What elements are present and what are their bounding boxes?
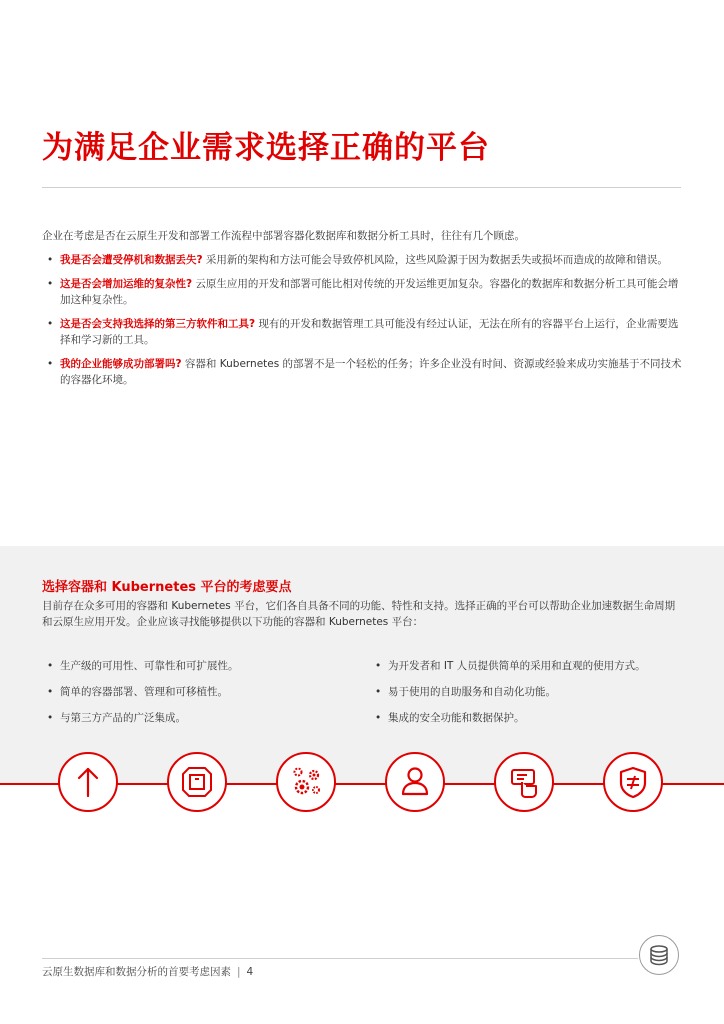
bullet-marker: •	[47, 660, 54, 672]
container-box-icon	[167, 752, 227, 812]
concern-question: 这是否会支持我选择的第三方软件和工具?	[60, 318, 256, 330]
concern-item	[42, 252, 682, 268]
feature-text: 易于使用的自助服务和自动化功能。	[388, 686, 556, 698]
feature-text: 简单的容器部署、管理和可移植性。	[60, 686, 228, 698]
concern-text: 云原生应用的开发和部署可能比相对传统的开发运维更加复杂。容器化的数据库和数据分析工具可能会增加这种复杂性。	[60, 278, 679, 306]
gears-icon	[276, 752, 336, 812]
hand-touch-icon	[494, 752, 554, 812]
bullet-marker: •	[375, 660, 382, 672]
concern-text: 容器和 Kubernetes 的部署不是一个轻松的任务；许多企业没有时间、资源或经验来成功实施基于不同技术的容器化环境。	[60, 358, 682, 386]
features-list-right	[370, 658, 690, 736]
concern-item	[42, 356, 682, 388]
arrow-up-icon	[58, 752, 118, 812]
title-divider	[42, 187, 681, 188]
footer	[42, 964, 253, 979]
section-description: 目前存在众多可用的容器和 Kubernetes 平台，它们各自具备不同的功能、特性和支持。选择正确的平台可以帮助企业加速数据生命周期和云原生应用开发。企业应该寻找能够提供以下功能的容器和 Kubernetes 平台：	[42, 600, 676, 628]
feature-text: 集成的安全功能和数据保护。	[388, 712, 525, 724]
bullet-marker: •	[47, 278, 54, 290]
concern-question: 我是否会遭受停机和数据丢失?	[60, 254, 203, 266]
feature-item	[370, 710, 690, 736]
bullet-marker: •	[47, 686, 54, 698]
feature-item	[42, 710, 362, 736]
feature-text: 与第三方产品的广泛集成。	[60, 712, 186, 724]
page-title: 为满足企业需求选择正确的平台	[42, 130, 490, 166]
concern-text: 采用新的架构和方法可能会导致停机风险，这些风险源于因为数据丢失或损坏而造成的故障和错误。	[202, 254, 668, 266]
bullet-marker: •	[47, 358, 54, 370]
feature-item	[370, 684, 690, 710]
bullet-marker: •	[47, 318, 54, 330]
feature-text: 生产级的可用性、可靠性和可扩展性。	[60, 660, 239, 672]
bullet-marker: •	[47, 712, 54, 724]
concerns-list	[42, 252, 682, 396]
page-number: 4	[246, 966, 254, 978]
footer-separator: |	[237, 966, 241, 978]
concern-question: 这是否会增加运维的复杂性?	[60, 278, 193, 290]
concern-item	[42, 316, 682, 348]
features-list-left	[42, 658, 362, 736]
feature-item	[42, 684, 362, 710]
concern-text: 现有的开发和数据管理工具可能没有经过认证，无法在所有的容器平台上运行，企业需要选择和学习新的工具。	[60, 318, 679, 346]
feature-item	[42, 658, 362, 684]
database-icon	[639, 935, 679, 975]
intro-paragraph: 企业在考虑是否在云原生开发和部署工作流程中部署容器化数据库和数据分析工具时，往往有几个顾虑。	[42, 230, 525, 242]
shield-icon	[603, 752, 663, 812]
bullet-marker: •	[47, 254, 54, 266]
bullet-marker: •	[375, 686, 382, 698]
section-title: 选择容器和 Kubernetes 平台的考虑要点	[42, 580, 292, 595]
feature-text: 为开发者和 IT 人员提供简单的采用和直观的使用方式。	[388, 660, 646, 672]
concern-question: 我的企业能够成功部署吗?	[60, 358, 182, 370]
concern-item	[42, 276, 682, 308]
feature-item	[370, 658, 690, 684]
footer-title: 云原生数据库和数据分析的首要考虑因素	[42, 966, 231, 978]
footer-divider	[42, 958, 638, 959]
person-icon	[385, 752, 445, 812]
bullet-marker: •	[375, 712, 382, 724]
